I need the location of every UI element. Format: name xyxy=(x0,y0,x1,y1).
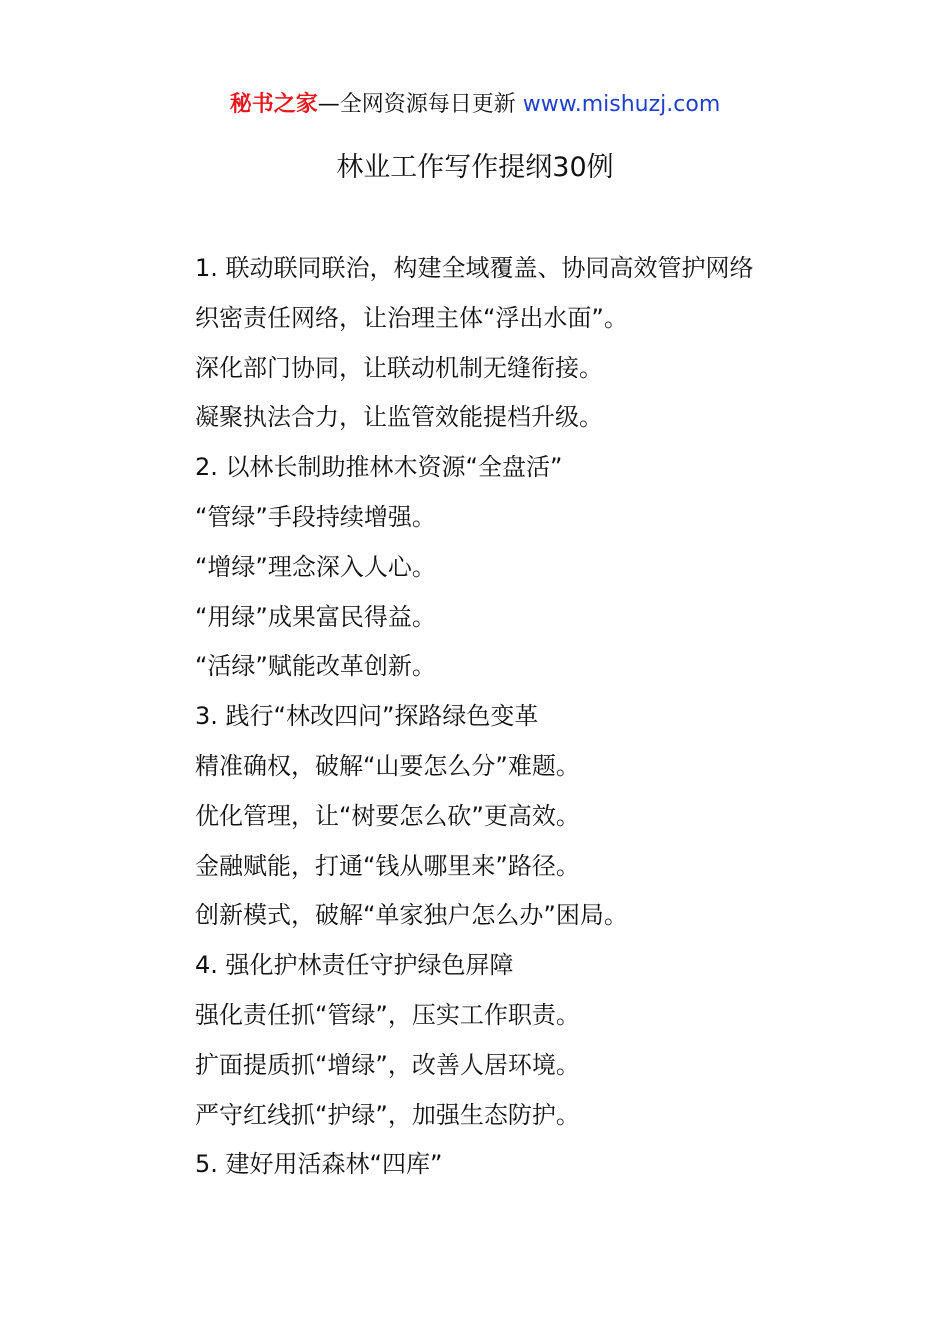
outline-line: “活绿”赋能改革创新。 xyxy=(195,652,436,681)
outline-line: 深化部门协同，让联动机制无缝衔接。 xyxy=(195,353,603,382)
site-tagline: —全网资源每日更新 xyxy=(317,92,516,117)
outline-line: 1. 联动联同联治，构建全域覆盖、协同高效管护网络 xyxy=(195,254,754,282)
outline-line: “用绿”成果富民得益。 xyxy=(195,602,436,631)
outline-line: 精准确权，破解“山要怎么分”难题。 xyxy=(195,751,580,780)
outline-line: 金融赋能，打通“钱从哪里来”路径。 xyxy=(195,851,580,880)
outline-line: 织密责任网络，让治理主体“浮出水面”。 xyxy=(195,303,628,332)
outline-line: 2. 以林长制助推林木资源“全盘活” xyxy=(195,453,563,482)
outline-line: 3. 践行“林改四问”探路绿色变革 xyxy=(195,702,539,731)
site-url-link[interactable]: www.mishuzj.com xyxy=(522,92,721,117)
outline-line: 严守红线抓“护绿”，加强生态防护。 xyxy=(195,1100,580,1129)
outline-line: 创新模式，破解“单家独户怎么办”困局。 xyxy=(195,901,628,930)
outline-line: 5. 建好用活森林“四库” xyxy=(195,1150,443,1179)
outline-line: 强化责任抓“管绿”，压实工作职责。 xyxy=(195,1000,580,1029)
site-header xyxy=(0,88,950,122)
outline-line: “增绿”理念深入人心。 xyxy=(195,552,436,581)
outline-list xyxy=(195,248,895,1194)
outline-line: 凝聚执法合力，让监管效能提档升级。 xyxy=(195,403,603,432)
outline-line: 4. 强化护林责任守护绿色屏障 xyxy=(195,951,514,980)
outline-line: 优化管理，让“树要怎么砍”更高效。 xyxy=(195,801,580,830)
outline-line: “管绿”手段持续增强。 xyxy=(195,502,436,531)
document-title: 林业工作写作提纲30例 xyxy=(336,152,614,183)
site-brand: 秘书之家 xyxy=(229,92,318,117)
outline-line: 扩面提质抓“增绿”，改善人居环境。 xyxy=(195,1050,580,1079)
